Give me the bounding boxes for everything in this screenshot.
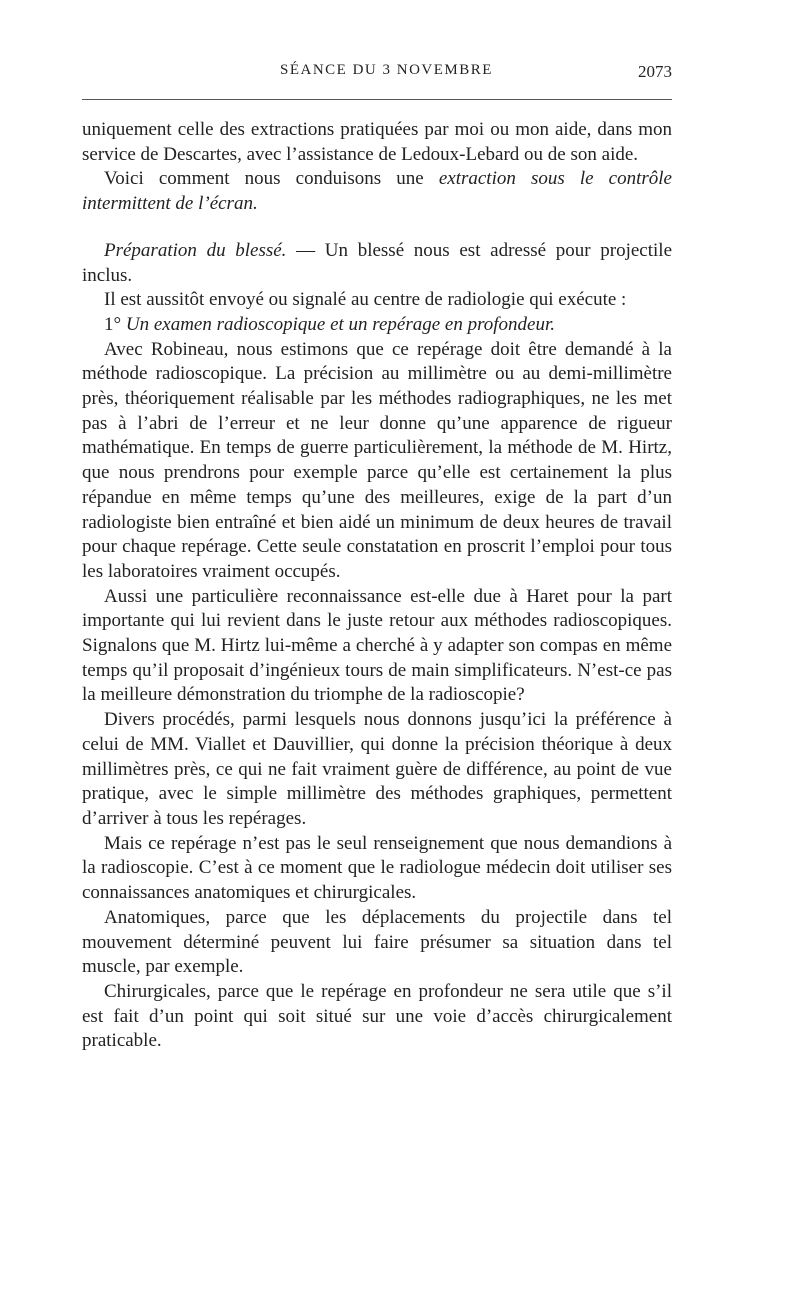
paragraph: Chirurgicales, parce que le repérage en profondeur ne sera utile que s’il est fait d’un point qui soit situé sur une voie d’accès chirurgicalement praticable. [82, 980, 672, 1052]
paragraph: 1° Un examen radioscopique et un repérage en profondeur. [104, 313, 556, 335]
paragraph: Préparation du blessé. — Un blessé nous est adressé pour projectile inclus. [82, 239, 673, 286]
document-page [82, 0, 672, 1054]
paragraph: Anatomiques, parce que les déplacements du projectile dans tel mouvement déterminé peuvent lui faire présumer sa situation dans tel muscle, par exemple. [82, 906, 672, 978]
paragraph: Aussi une particulière reconnaissance est-elle due à Haret pour la part importante qui lui revient dans le juste retour aux méthodes radioscopiques. Signalons que M. Hirtz lui-même a cherché à y adapter son compas en même temps qu’il proposait d’ingénieux tours de main simplificateurs. N’est-ce pas la meilleure démonstration du triomphe de la radioscopie? [82, 585, 672, 706]
body-text [82, 118, 672, 1054]
paragraph: Mais ce repérage n’est pas le seul renseignement que nous demandions à la radioscopie. C’est à ce moment que le radiologue médecin doit utiliser ses connaissances anatomiques et chirurgicales. [82, 832, 672, 904]
paragraph: uniquement celle des extractions pratiquées par moi ou mon aide, dans mon service de Descartes, avec l’assistance de Ledoux-Lebard ou de son aide. [82, 119, 672, 165]
running-header [82, 52, 672, 100]
page-number: 2073 [638, 62, 672, 81]
paragraph: Divers procédés, parmi lesquels nous donnons jusqu’ici la préférence à celui de MM. Viallet et Dauvillier, qui donne la précision théorique à deux millimètres près, ce qui ne fait vraiment guère de différence, au point de vue pratique, avec le simple millimètre des méthodes graphiques, permettent d’arriver à tous les repérages. [82, 709, 672, 829]
header-rule [82, 99, 672, 100]
paragraph: Voici comment nous conduisons une extraction sous le contrôle intermittent de l’écran. [82, 168, 672, 215]
running-title: SÉANCE DU 3 NOVEMBRE [280, 62, 493, 78]
paragraph: Il est aussitôt envoyé ou signalé au centre de radiologie qui exécute : [104, 289, 627, 311]
paragraph: Avec Robineau, nous estimons que ce repérage doit être demandé à la méthode radioscopique. La précision au millimètre ou au demi-millimètre près, théoriquement réalisable par les méthodes radiographiques, ne les met pas à l’abri de l’erreur et ne leur donne qu’une apparence de rigueur mathématique. En temps de guerre particulièrement, la méthode de M. Hirtz, que nous prendrons pour exemple parce qu’elle est certainement la plus répandue en même temps qu’une des meilleures, exige de la part d’un radiologiste bien entraîné et bien aidé un minimum de deux heures de travail pour chaque repérage. Cette seule constatation en proscrit l’emploi pour tous les laboratoires vraiment occupés. [82, 338, 672, 582]
